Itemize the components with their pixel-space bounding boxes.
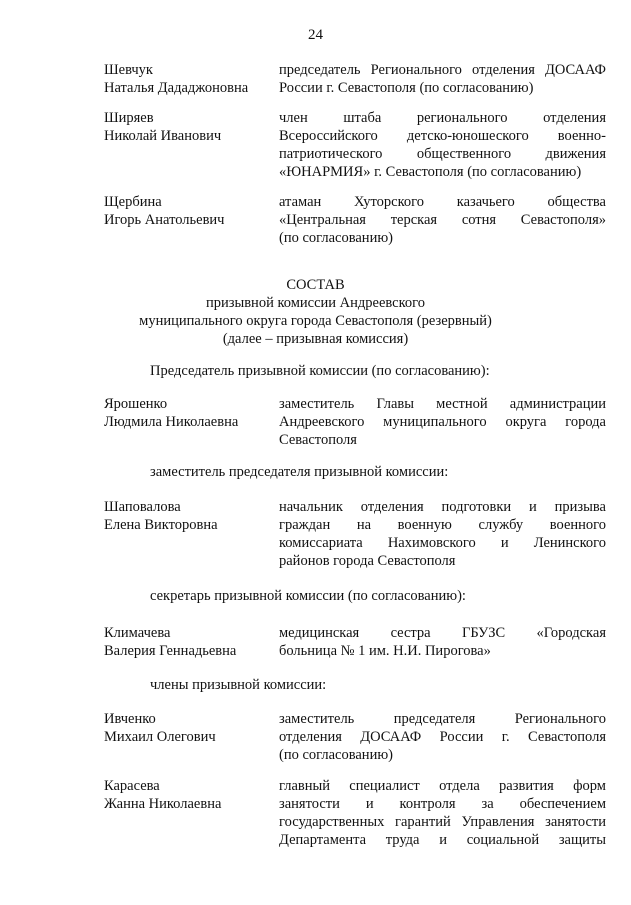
given-names: Людмила Николаевна bbox=[104, 414, 239, 430]
role-line: отделения ДОСААФ России г. Севастополя bbox=[279, 729, 606, 745]
member-role bbox=[279, 109, 606, 181]
section-heading: члены призывной комиссии: bbox=[150, 677, 327, 693]
role-line: член штаба регионального отделения bbox=[279, 110, 606, 126]
given-names: Валерия Геннадьевна bbox=[104, 643, 237, 659]
member-role bbox=[279, 61, 606, 97]
page-number: 24 bbox=[308, 27, 323, 43]
member-role bbox=[279, 498, 606, 570]
section-heading: секретарь призывной комиссии (по согласованию): bbox=[150, 588, 466, 604]
member-name bbox=[104, 777, 274, 813]
role-line: Всероссийского детско-юношеского военно- bbox=[279, 128, 606, 144]
given-names: Михаил Олегович bbox=[104, 729, 216, 745]
given-names: Игорь Анатольевич bbox=[104, 212, 225, 228]
surname: Ярошенко bbox=[104, 396, 168, 412]
surname: Карасева bbox=[104, 778, 160, 794]
member-name bbox=[104, 498, 274, 534]
surname: Шаповалова bbox=[104, 499, 181, 515]
member-name bbox=[104, 624, 274, 660]
composition-title: СОСТАВ bbox=[286, 277, 345, 293]
role-line: председатель Регионального отделения ДОСААФ bbox=[279, 62, 606, 78]
composition-subtitle: муниципального округа города Севастополя (резервный) bbox=[139, 313, 492, 329]
member-role bbox=[279, 777, 606, 849]
member-role bbox=[279, 710, 606, 764]
role-line: заместитель Главы местной администрации bbox=[279, 396, 606, 412]
surname: Ивченко bbox=[104, 711, 156, 727]
role-line: комиссариата Нахимовского и Ленинского bbox=[279, 535, 606, 551]
role-line: патриотического общественного движения bbox=[279, 146, 606, 162]
role-line: (по согласованию) bbox=[279, 747, 393, 763]
given-names: Жанна Николаевна bbox=[104, 796, 222, 812]
role-line: граждан на военную службу военного bbox=[279, 517, 606, 533]
member-name bbox=[104, 193, 274, 229]
role-line: больница № 1 им. Н.И. Пирогова» bbox=[279, 643, 491, 659]
role-line: России г. Севастополя (по согласованию) bbox=[279, 80, 534, 96]
member-name bbox=[104, 395, 274, 431]
role-line: Андреевского муниципального округа города bbox=[279, 414, 606, 430]
member-role bbox=[279, 624, 606, 660]
composition-subtitle: призывной комиссии Андреевского bbox=[205, 295, 426, 311]
section-heading: заместитель председателя призывной комиссии: bbox=[150, 464, 449, 480]
role-line: медицинская сестра ГБУЗС «Городская bbox=[279, 625, 606, 641]
role-line: «Центральная терская сотня Севастополя» bbox=[279, 212, 606, 228]
role-line: начальник отделения подготовки и призыва bbox=[279, 499, 606, 515]
member-name bbox=[104, 710, 274, 746]
surname: Щербина bbox=[104, 194, 162, 210]
role-line: атаман Хуторского казачьего общества bbox=[279, 194, 606, 210]
role-line: районов города Севастополя bbox=[279, 553, 456, 569]
given-names: Наталья Дададжоновна bbox=[104, 80, 249, 96]
surname: Шевчук bbox=[104, 62, 153, 78]
member-name bbox=[104, 109, 274, 145]
surname: Ширяев bbox=[104, 110, 154, 126]
section-heading: Председатель призывной комиссии (по согласованию): bbox=[150, 363, 490, 379]
given-names: Елена Викторовна bbox=[104, 517, 218, 533]
role-line: (по согласованию) bbox=[279, 230, 393, 246]
role-line: «ЮНАРМИЯ» г. Севастополя (по согласованию) bbox=[279, 164, 582, 180]
role-line: Севастополя bbox=[279, 432, 357, 448]
role-line: главный специалист отдела развития форм bbox=[279, 778, 606, 794]
member-name bbox=[104, 61, 274, 97]
member-role bbox=[279, 395, 606, 449]
role-line: занятости и контроля за обеспечением bbox=[279, 796, 606, 812]
role-line: Департамента труда и социальной защиты bbox=[279, 832, 606, 848]
role-line: государственных гарантий Управления занятости bbox=[279, 814, 606, 830]
role-line: заместитель председателя Регионального bbox=[279, 711, 606, 727]
surname: Климачева bbox=[104, 625, 171, 641]
member-role bbox=[279, 193, 606, 247]
composition-subtitle: (далее – призывная комиссия) bbox=[222, 331, 409, 347]
given-names: Николай Иванович bbox=[104, 128, 222, 144]
